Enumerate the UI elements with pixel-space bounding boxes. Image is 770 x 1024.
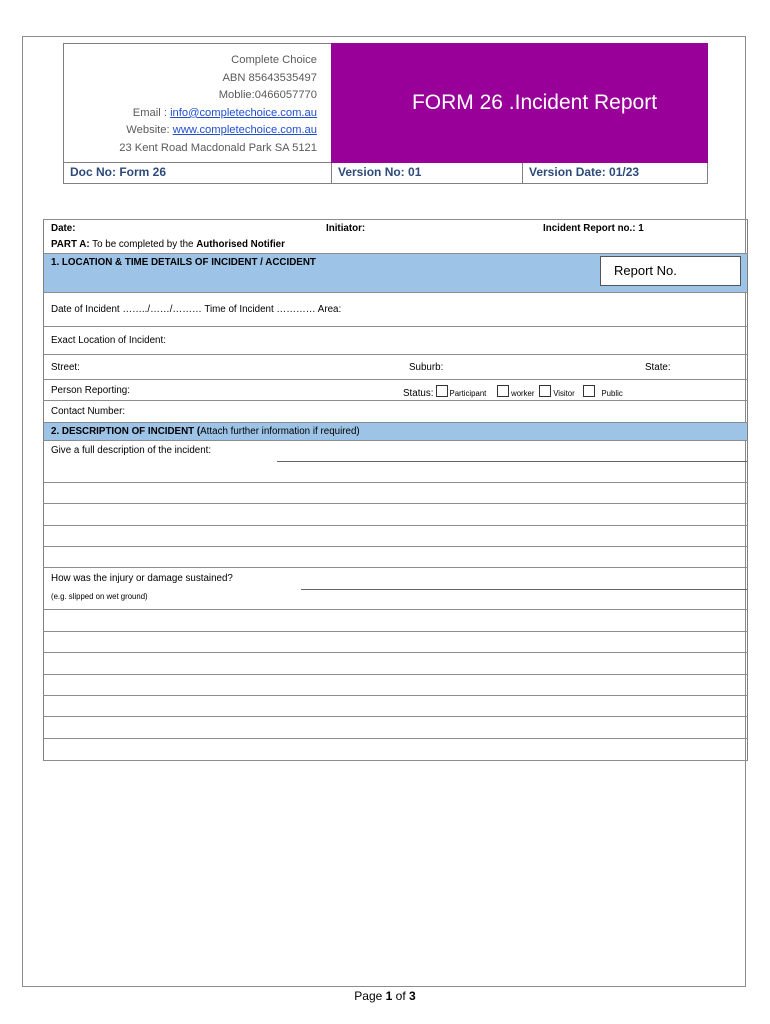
injury-example: (e.g. slipped on wet ground)	[51, 592, 148, 601]
part-a-prefix: PART A:	[51, 239, 90, 250]
participant-checkbox[interactable]	[436, 385, 448, 397]
divider	[43, 253, 748, 254]
company-info-block	[63, 43, 331, 163]
section2-title	[51, 426, 360, 437]
page-of: of	[392, 989, 410, 1003]
company-address: 23 Kent Road Macdonald Park SA 5121	[119, 141, 317, 154]
contact-number-field[interactable]: Contact Number:	[51, 406, 126, 417]
visitor-checkbox[interactable]	[539, 385, 551, 397]
person-reporting-field[interactable]: Person Reporting:	[51, 385, 130, 396]
injury-line[interactable]	[43, 631, 748, 632]
status-option-visitor: Visitor	[553, 389, 575, 398]
company-website-line	[64, 122, 317, 140]
injury-line[interactable]	[43, 695, 748, 696]
section2-title-rest: Attach further information if required)	[200, 426, 360, 437]
divider	[43, 354, 748, 355]
report-no-box[interactable]: Report No.	[600, 256, 741, 286]
divider	[43, 292, 748, 293]
injury-underline	[301, 589, 747, 590]
state-field[interactable]: State:	[645, 362, 671, 373]
injury-line[interactable]	[43, 652, 748, 653]
doc-no: Doc No: Form 26	[64, 163, 332, 183]
exact-location-field[interactable]: Exact Location of Incident:	[51, 335, 166, 346]
email-label: Email :	[132, 106, 171, 119]
injury-line[interactable]	[43, 674, 748, 675]
page-prefix: Page	[354, 989, 386, 1003]
status-group	[403, 385, 623, 399]
version-date: Version Date: 01/23	[529, 165, 640, 179]
full-description-label: Give a full description of the incident:	[51, 445, 212, 456]
injury-question-label: How was the injury or damage sustained?	[51, 573, 233, 584]
divider	[43, 219, 748, 220]
description-line[interactable]	[43, 482, 748, 483]
section2-title-bold: 2. DESCRIPTION OF INCIDENT (	[51, 426, 201, 437]
divider	[43, 326, 748, 327]
street-field[interactable]: Street:	[51, 362, 80, 373]
incident-form	[43, 219, 748, 760]
divider	[43, 379, 748, 380]
public-checkbox[interactable]	[583, 385, 595, 397]
suburb-field[interactable]: Suburb:	[409, 362, 444, 373]
injury-line[interactable]	[43, 738, 748, 739]
company-abn: ABN 85643535497	[222, 71, 317, 84]
company-email-line	[64, 105, 317, 123]
injury-line[interactable]	[43, 609, 748, 610]
injury-line[interactable]	[43, 716, 748, 717]
description-line[interactable]	[43, 567, 748, 568]
page-number	[0, 989, 770, 1003]
description-line[interactable]	[43, 503, 748, 504]
divider	[43, 400, 748, 401]
status-label: Status:	[403, 388, 434, 399]
part-a-bold: Authorised Notifier	[196, 239, 285, 250]
worker-checkbox[interactable]	[497, 385, 509, 397]
page-current: 1	[385, 989, 393, 1003]
company-name: Complete Choice	[231, 54, 317, 66]
page-total: 3	[409, 989, 416, 1003]
section1-title: 1. LOCATION & TIME DETAILS OF INCIDENT / ACCIDENT	[51, 257, 316, 268]
description-underline	[277, 461, 747, 462]
company-mobile: Moblie:0466057770	[218, 89, 317, 102]
email-link[interactable]: info@completechoice.com.au	[170, 106, 317, 119]
date-label: Date:	[51, 223, 76, 234]
version-no: Version No: 01	[332, 163, 523, 183]
status-option-worker: worker	[511, 389, 535, 398]
doc-info-row	[63, 163, 708, 184]
form-title: FORM 26 .Incident Report	[331, 43, 708, 163]
incident-report-no: Incident Report no.: 1	[543, 223, 644, 234]
status-option-public: Public	[601, 389, 623, 398]
divider	[43, 440, 748, 441]
initiator-label: Initiator:	[326, 223, 366, 234]
website-link[interactable]: www.completechoice.com.au	[172, 124, 317, 137]
description-line[interactable]	[43, 546, 748, 547]
part-a-line	[51, 239, 285, 250]
website-label: Website:	[126, 124, 173, 137]
description-line[interactable]	[43, 525, 748, 526]
form-bottom-line	[43, 760, 748, 761]
status-option-participant: Participant	[449, 389, 487, 398]
date-of-incident-field[interactable]: Date of Incident ……../……/……… Time of Incident ………… Area:	[51, 304, 342, 315]
part-a-text: To be completed by the	[89, 239, 197, 250]
